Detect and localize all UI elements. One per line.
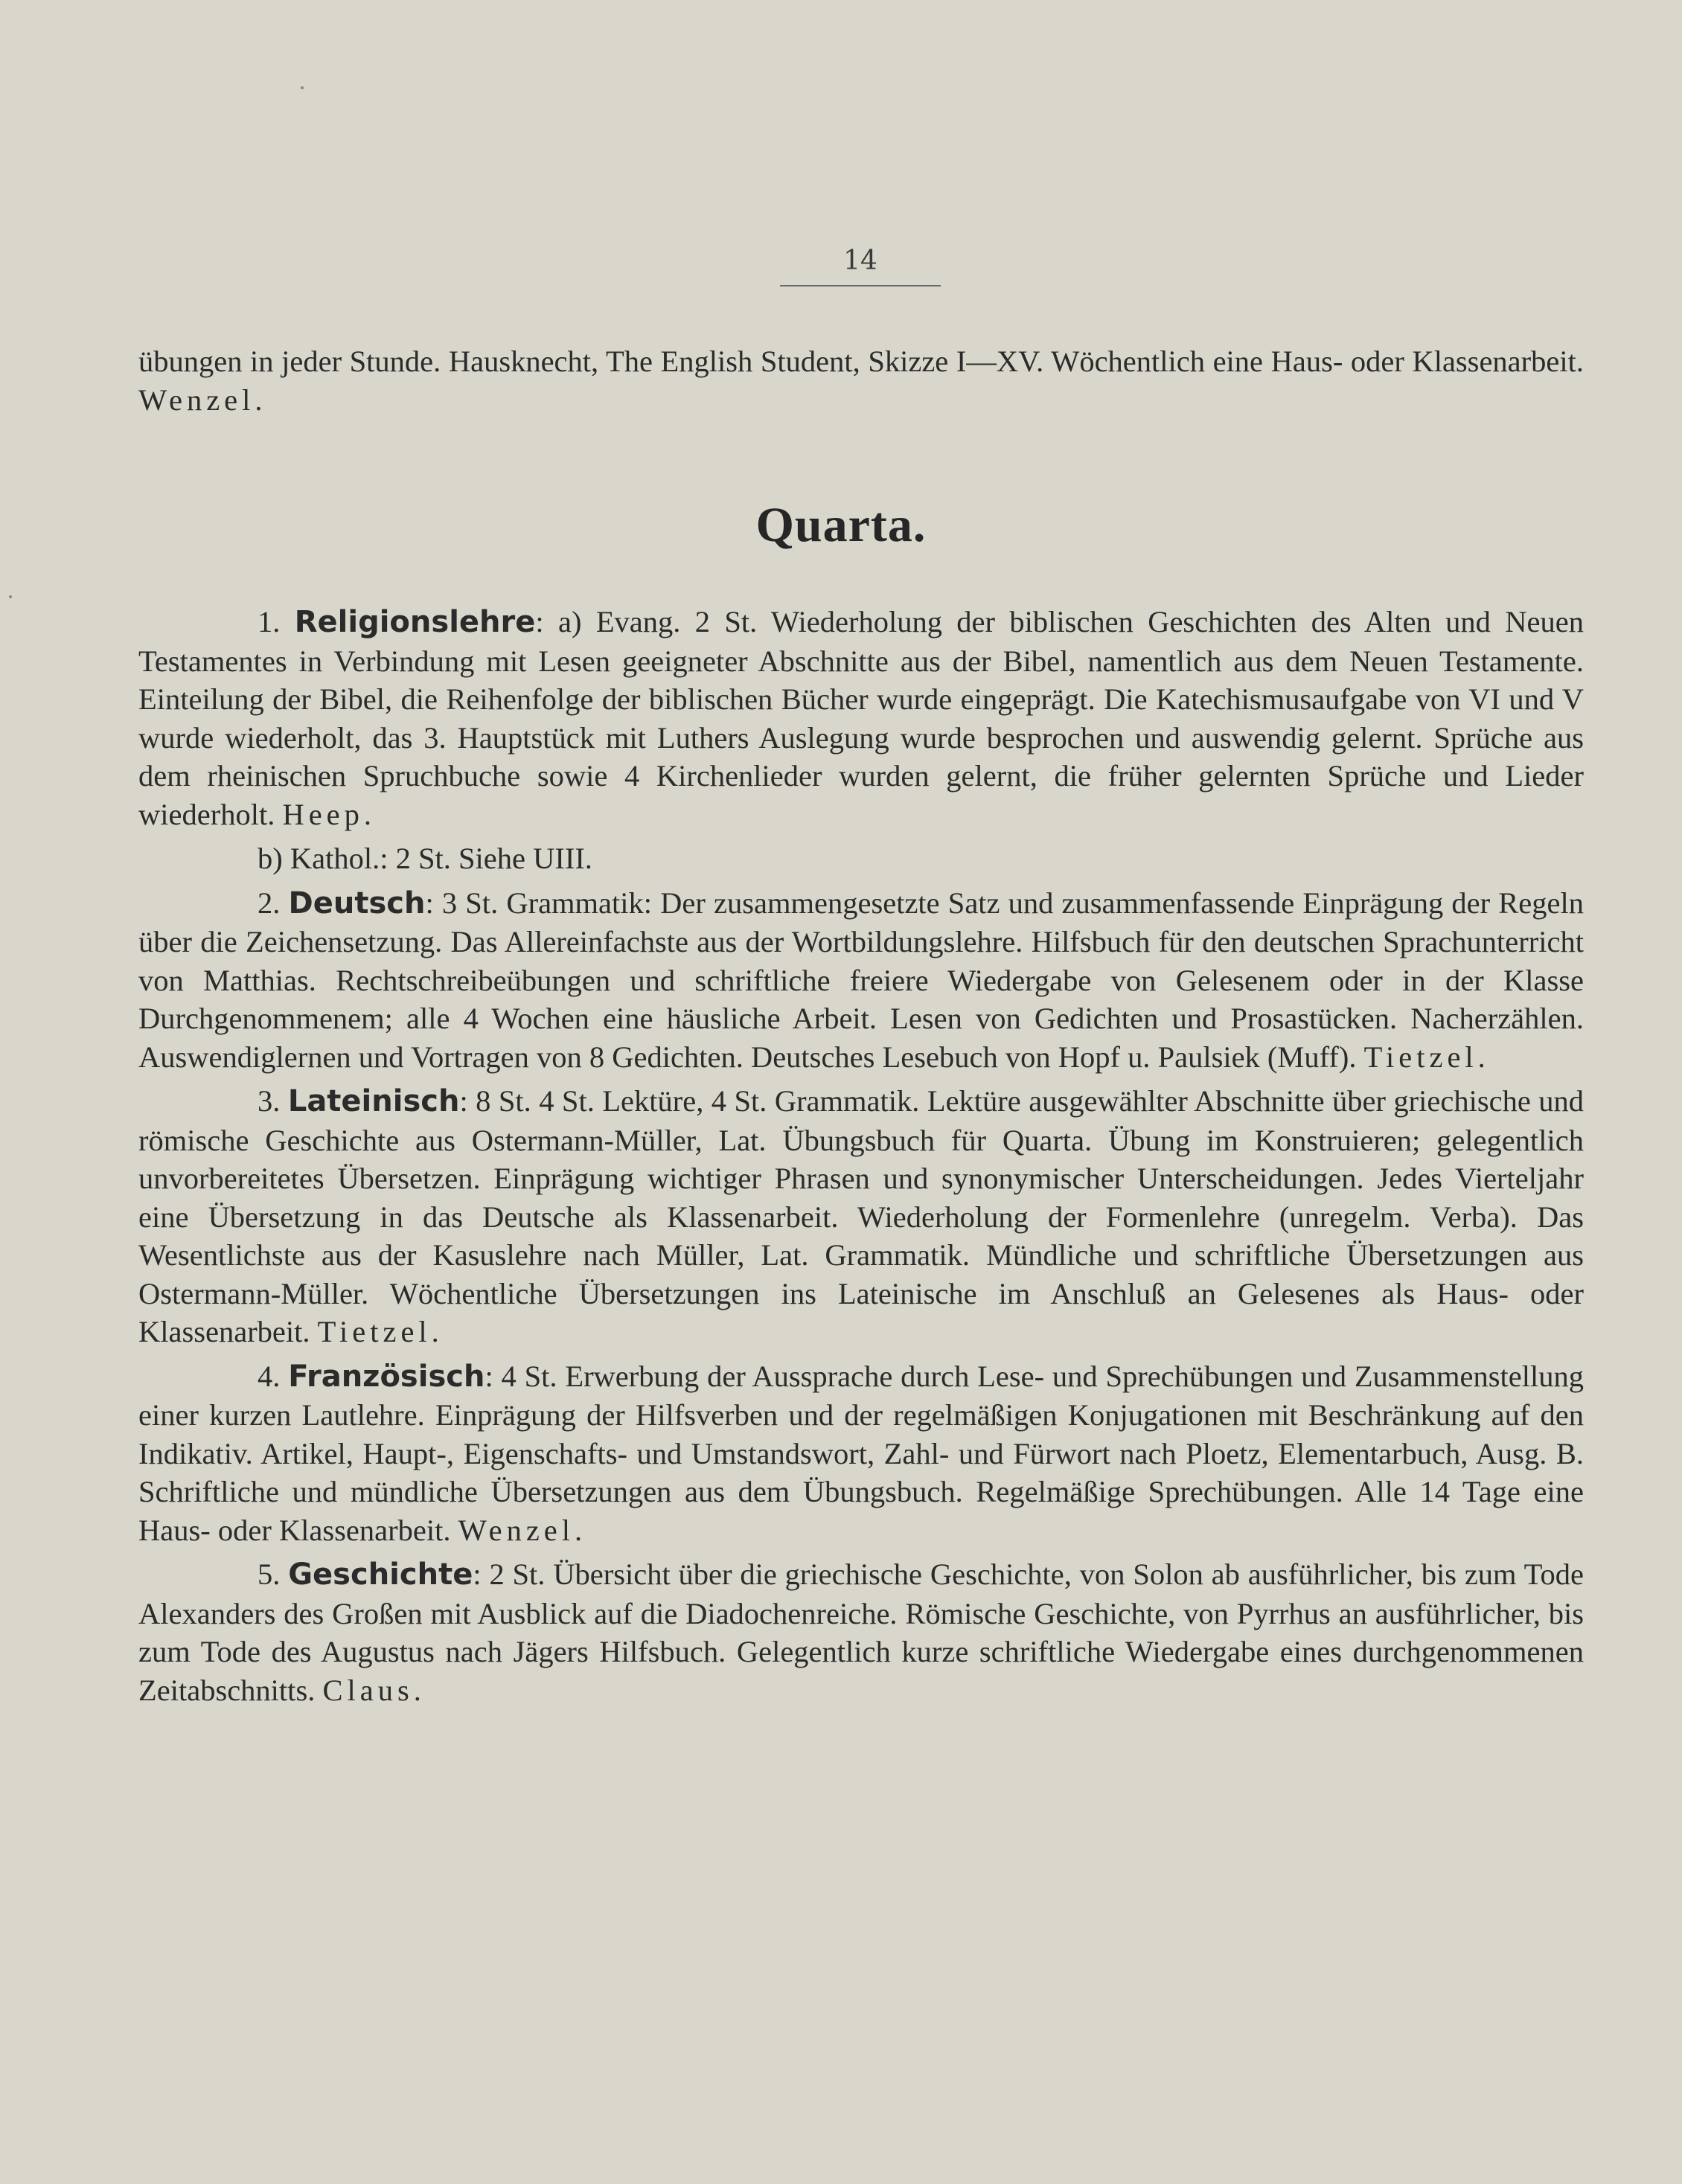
subject-teacher: Tietzel. <box>317 1315 444 1348</box>
subject-geschichte <box>138 1555 1584 1709</box>
subject-teacher: Claus. <box>322 1673 426 1707</box>
subject-teacher: Heep. <box>282 797 377 831</box>
subject-separator: : <box>485 1359 493 1393</box>
subject-teacher: Wenzel. <box>458 1513 587 1547</box>
subject-teacher: Tietzel. <box>1363 1040 1490 1074</box>
subject-subtext: b) Kathol.: 2 St. Siehe UIII. <box>258 842 592 875</box>
subject-religion-catholic <box>138 839 1584 878</box>
paper-speck <box>9 595 12 598</box>
subject-title: Französisch <box>288 1359 485 1394</box>
subject-list <box>138 603 1584 1715</box>
subject-number: 3. <box>258 1084 281 1118</box>
subject-separator: : <box>473 1557 482 1591</box>
intro-paragraph <box>138 342 1584 419</box>
subject-text: 4 St. Erwerbung der Aussprache durch Lese- und Sprechübungen und Zusammenstellung einer kurzen Lautlehre. Einprägung der Hilfsverben und der regelmäßigen Konjugationen mit Beschränkung auf den Indikativ. Artikel, Haupt-, Eigenschafts- und Umstandswort, Zahl- und Fürwort nach Ploetz, Elementarbuch, Ausg. B. Schriftliche und mündliche Übersetzungen aus dem Übungsbuch. Regelmäßige Sprechübungen. Alle 14 Tage eine Haus- oder Klassenarbeit. <box>138 1359 1585 1547</box>
intro-text: übungen in jeder Stunde. Hausknecht, The English Student, Skizze I—XV. Wöchentlich eine Haus- oder Klassenarbeit. <box>138 345 1584 378</box>
page-number-rule <box>780 285 941 286</box>
subject-text: 2 St. Übersicht über die griechische Geschichte, von Solon ab ausführlicher, bis zum Tode Alexanders des Großen mit Ausblick auf die Diadochenreiche. Römische Geschichte, von Pyrrhus an ausführlicher, bis zum Tode des Augustus nach Jägers Hilfsbuch. Gelegentlich kurze schriftliche Wiedergabe eines durchgenommenen Zeitabschnitts. <box>138 1557 1585 1707</box>
subject-text: 3 St. Grammatik: Der zusammengesetzte Satz und zusammenfassende Einprägung der Regeln über die Zeichensetzung. Das Allereinfachste aus der Wortbildungslehre. Hilfsbuch für den deutschen Sprachunterricht von Matthias. Rechtschreibeübungen und schriftliche freiere Wiedergabe von Gelesenem oder in der Klasse Durchgenommenem; alle 4 Wochen eine häusliche Arbeit. Lesen von Gedichten und Prosastücken. Nacherzählen. Auswendiglernen und Vortragen von 8 Gedichten. Deutsches Lesebuch von Hopf u. Paulsiek (Muff). <box>138 886 1585 1074</box>
subject-number: 5. <box>258 1557 281 1591</box>
subject-religion <box>138 603 1584 833</box>
intro-teacher: Wenzel. <box>138 382 267 417</box>
subject-title: Deutsch <box>288 886 426 920</box>
section-heading: Quarta. <box>755 498 927 552</box>
page-number: 14 <box>843 246 877 276</box>
subject-separator: : <box>459 1084 468 1118</box>
subject-number: 4. <box>258 1359 281 1393</box>
subject-lateinisch <box>138 1082 1584 1351</box>
subject-text: a) Evang. 2 St. Wiederholung der biblischen Geschichten des Alten und Neuen Testamentes in Verbindung mit Lesen geeigneter Abschnitte aus der Bibel, namentlich aus dem Neuen Testamente. Einteilung der Bibel, die Reihenfolge der biblischen Bücher wurde eingeprägt. Die Katechismusaufgabe von VI und V wurde wiederholt, das 3. Hauptstück mit Luthers Auslegung wurde besprochen und auswendig gelernt. Sprüche aus dem rheinischen Spruchbuche sowie 4 Kirchenlieder wurden gelernt, die früher gelernten Sprüche und Lieder wiederholt. <box>138 605 1584 831</box>
subject-separator: : <box>425 886 434 920</box>
subject-deutsch <box>138 884 1584 1077</box>
subject-title: Geschichte <box>288 1557 473 1592</box>
subject-title: Lateinisch <box>287 1084 460 1118</box>
subject-title: Religionslehre <box>294 605 536 639</box>
paper-speck <box>301 86 304 89</box>
subject-text: 8 St. 4 St. Lektüre, 4 St. Grammatik. Lektüre ausgewählter Abschnitte über griechische und römische Geschichte aus Ostermann-Müller, Lat. Übungsbuch für Quarta. Übung im Konstruieren; gelegentlich unvorbereitetes Übersetzen. Einprägung wichtiger Phrasen und synonymischer Unterscheidungen. Jedes Vierteljahr eine Übersetzung in das Deutsche als Klassenarbeit. Wiederholung der Formenlehre (unregelm. Verba). Das Wesentlichste aus der Kasuslehre nach Müller, Lat. Grammatik. Mündliche und schriftliche Übersetzungen aus Ostermann-Müller. Wöchentliche Übersetzungen ins Lateinische im Anschluß an Gelesenes als Haus- oder Klassenarbeit. <box>138 1084 1585 1348</box>
subject-number: 2. <box>258 886 281 920</box>
subject-number: 1. <box>258 605 281 638</box>
subject-franzoesisch <box>138 1357 1584 1550</box>
subject-separator: : <box>535 605 544 638</box>
